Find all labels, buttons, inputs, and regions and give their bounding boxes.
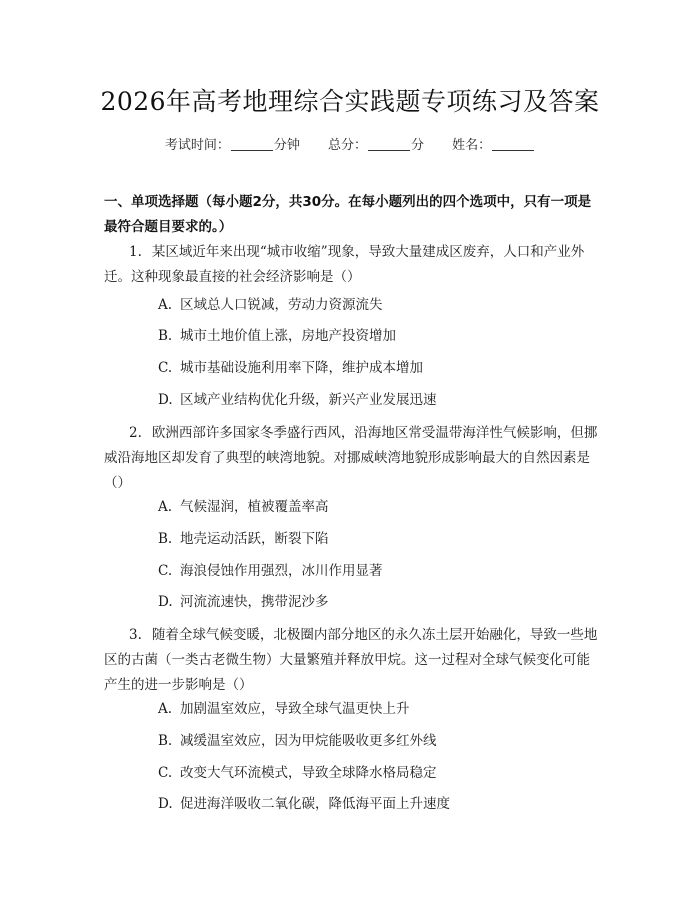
question-stem	[104, 623, 602, 698]
option-letter: B.	[158, 733, 173, 749]
page-title: 2026年高考地理综合实践题专项练习及答案	[100, 87, 600, 116]
option-text: 加剧温室效应，导致全球气温更快上升	[180, 701, 410, 717]
option-text: 区域总人口锐减，劳动力资源流失	[180, 297, 383, 313]
option-item	[158, 561, 383, 581]
option-letter: D.	[158, 392, 173, 408]
question-text: 欧洲西部许多国家冬季盛行西风，沿海地区常受温带海洋性气候影响，但挪威沿海地区却发育了典型的峡湾地貌。对挪威峡湾地貌形成影响最大的自然因素是（）	[104, 425, 598, 491]
option-item	[158, 358, 423, 378]
name-label: 姓名：	[452, 138, 492, 153]
option-text: 减缓温室效应，因为甲烷能吸收更多红外线	[180, 733, 437, 749]
option-letter: B.	[158, 531, 173, 547]
time-field	[165, 138, 304, 153]
option-item	[158, 731, 437, 751]
option-letter: B.	[158, 328, 173, 344]
option-letter: A.	[158, 297, 173, 313]
option-item	[158, 529, 329, 549]
option-text: 海浪侵蚀作用强烈，冰川作用显著	[180, 563, 383, 579]
option-text: 城市土地价值上涨，房地产投资增加	[180, 328, 396, 344]
option-text: 区域产业结构优化升级，新兴产业发展迅速	[180, 392, 437, 408]
exam-meta	[0, 134, 700, 153]
option-text: 气候湿润，植被覆盖率高	[180, 499, 329, 515]
section-heading: 一、单项选择题（每小题2分，共30分。在每小题列出的四个选项中，只有一项是最符合题目要求的。）	[104, 194, 592, 235]
option-text: 地壳运动活跃，断裂下陷	[180, 531, 329, 547]
question-text: 某区域近年来出现“城市收缩”现象，导致大量建成区废弃，人口和产业外迁。这种现象最直接的社会经济影响是（）	[104, 244, 585, 285]
option-item	[158, 390, 437, 410]
option-item	[158, 497, 329, 517]
option-item	[158, 592, 329, 612]
score-unit: 分	[411, 138, 425, 153]
question-number: 2.	[129, 425, 142, 441]
question-number: 3.	[129, 627, 142, 643]
option-text: 促进海洋吸收二氧化碳，降低海平面上升速度	[180, 796, 450, 812]
time-unit: 分钟	[273, 138, 300, 153]
option-letter: C.	[158, 765, 173, 781]
option-text: 河流流速快，携带泥沙多	[180, 594, 329, 610]
option-text: 城市基础设施利用率下降，维护成本增加	[180, 360, 423, 376]
question-number: 1.	[129, 244, 142, 260]
question-stem	[104, 421, 602, 496]
option-item	[158, 295, 383, 315]
option-item	[158, 794, 450, 814]
option-text: 改变大气环流模式，导致全球降水格局稳定	[180, 765, 437, 781]
score-blank	[368, 138, 410, 151]
option-letter: C.	[158, 360, 173, 376]
time-label: 考试时间：	[164, 138, 230, 153]
option-letter: A.	[158, 701, 173, 717]
score-label: 总分：	[327, 138, 367, 153]
option-letter: D.	[158, 594, 173, 610]
name-blank	[492, 138, 534, 151]
score-field	[328, 138, 428, 153]
question-text: 随着全球气候变暖，北极圈内部分地区的永久冻土层开始融化，导致一些地区的古菌（一类古老微生物）大量繁殖并释放甲烷。这一过程对全球气候变化可能产生的进一步影响是（）	[104, 627, 598, 693]
option-letter: D.	[158, 796, 173, 812]
option-item	[158, 763, 437, 783]
option-letter: C.	[158, 563, 173, 579]
time-blank	[231, 138, 273, 151]
question-stem	[104, 240, 602, 290]
option-letter: A.	[158, 499, 173, 515]
option-item	[158, 699, 410, 719]
option-item	[158, 326, 396, 346]
name-field	[452, 138, 535, 153]
